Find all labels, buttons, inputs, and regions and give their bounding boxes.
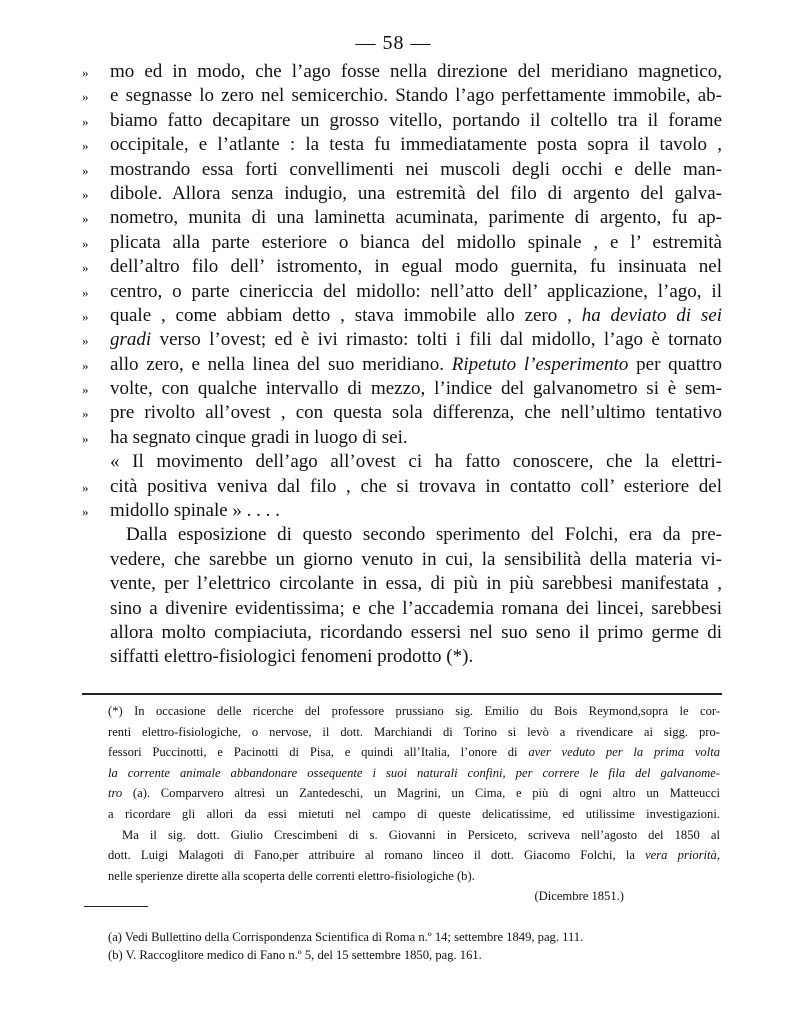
quote-mark: »: [82, 89, 89, 105]
reference-item: (b) V. Raccoglitore medico di Fano n.º 5, del 15 settembre 1850, pag. 161.: [108, 948, 482, 962]
line-text: fessori Puccinotti, e Pacinotti di Pisa, e quindi all’Italia, l’onore di: [108, 745, 529, 760]
line-text: vedere, che sarebbe un giorno venuto in cui, la sensibilità della materia vi-: [110, 548, 722, 570]
italic-text: vera priorità,: [645, 848, 720, 863]
text-line: [82, 84, 722, 108]
text-line: [82, 206, 722, 230]
line-text: (a). Comparvero altresì un Zantedeschi, un Magrini, un Cima, e più di ogni altro un Matteucci: [122, 786, 720, 801]
text-line: [82, 597, 722, 621]
footnote-line: [108, 742, 720, 763]
text-line: [82, 645, 722, 669]
opening-quote: «: [110, 451, 120, 473]
quote-mark: »: [82, 211, 89, 227]
italic-text: tro: [108, 786, 123, 801]
footnote-line: [108, 701, 720, 722]
italic-text: aver veduto per la prima volta: [528, 745, 721, 760]
line-text: nometro, munita di una laminetta acuminata, parimente di argento, fu ap-: [110, 207, 722, 229]
text-line: [82, 231, 722, 255]
line-text: Dalla esposizione di questo secondo sperimento del Folchi, era da pre-: [126, 524, 722, 546]
line-text: Ma il sig. dott. Giulio Crescimbeni di s. Giovanni in Persiceto, scriveva nell’agosto del 1850 al: [122, 827, 720, 842]
line-text: e segnasse lo zero nel semicerchio. Stando l’ago perfettamente immobile, ab-: [110, 85, 722, 107]
line-text: (*) In occasione delle ricerche del professore prussiano sig. Emilio du Bois Reymond,sopra le cor-: [108, 704, 720, 718]
line-text: allo zero, e nella linea del suo meridiano.: [110, 353, 452, 375]
line-text: dibole. Allora senza indugio, una estremità del filo di argento del galva-: [110, 182, 722, 204]
footnote-line: [108, 866, 720, 887]
line-text: sino a divenire evidentissima; e che l’accademia romana dei lincei, sarebbesi: [110, 597, 722, 619]
italic-text: ha deviato di sei: [581, 304, 722, 326]
quote-mark: »: [82, 235, 89, 251]
quote-mark: »: [82, 162, 89, 178]
quote-mark: »: [82, 284, 89, 300]
italic-text: gradi: [110, 329, 152, 351]
line-text: Il movimento dell’ago all’ovest ci ha fatto conoscere, che la elettri-: [119, 451, 722, 473]
page-number: — 58 —: [355, 32, 432, 54]
line-text: quale , come abbiam detto , stava immobile allo zero ,: [110, 304, 582, 326]
text-line: [82, 401, 722, 425]
quote-mark: »: [82, 308, 89, 324]
footnote: [108, 701, 720, 907]
text-line: [82, 548, 722, 572]
footnote-line: [108, 804, 720, 825]
line-text: biamo fatto decapitare un grosso vitello, portando il coltello tra il forame: [110, 109, 722, 131]
text-line: [82, 182, 722, 206]
footnote-date: [108, 886, 720, 907]
line-text: mo ed in modo, che l’ago fosse nella direzione del meridiano magnetico,: [110, 61, 722, 82]
text-line: [82, 377, 722, 401]
quote-mark: »: [82, 65, 89, 80]
text-line: [82, 426, 722, 450]
text-line: [82, 60, 722, 84]
line-text: nelle sperienze dirette alla scoperta delle correnti elettro-fisiologiche (b).: [108, 868, 475, 883]
text-line: [82, 499, 722, 523]
references: [108, 928, 720, 964]
footnote-line: [108, 825, 720, 846]
footnote-line: [108, 722, 720, 743]
reference-separator: [84, 906, 148, 907]
line-text: cità positiva veniva dal filo , che si trovava in contatto coll’ esteriore del: [110, 475, 722, 497]
line-text: dott. Luigi Malagoti di Fano,per attribuire al romano linceo il dott. Giacomo Folchi, la: [108, 848, 646, 863]
quote-mark: »: [82, 333, 89, 349]
text-line: [82, 133, 722, 157]
text-line: [82, 450, 722, 474]
quote-mark: »: [82, 382, 89, 398]
line-text: plicata alla parte esteriore o bianca del midollo spinale , e l’ estremità: [110, 231, 722, 253]
footnote-line: [108, 783, 720, 804]
line-text: verso l’ovest; ed è ivi rimasto: tolti i fili dal midollo, l’ago è tornato: [151, 329, 722, 351]
line-text: allora molto compiaciuta, ricordando essersi nel suo seno il primo germe di: [110, 621, 722, 643]
line-text: volte, con qualche intervallo di mezzo, l’indice del galvanometro si è sem-: [110, 378, 722, 400]
line-text: vente, per l’elettrico circolante in essa, di più in più sarebbesi manifestata ,: [110, 573, 722, 595]
text-line: [82, 475, 722, 499]
line-text: (Dicembre 1851.): [534, 889, 624, 904]
footnote-rule: [82, 693, 722, 695]
footnote-line: [108, 763, 720, 784]
quote-mark: »: [82, 479, 89, 495]
line-text: centro, o parte cinericcia del midollo: nell’atto dell’ applicazione, l’ago, il: [110, 280, 722, 302]
text-line: [82, 109, 722, 133]
quote-mark: »: [82, 260, 89, 276]
italic-text: Ripetuto l’esperimento: [451, 353, 629, 375]
quote-mark: »: [82, 430, 89, 446]
footnote-line: [108, 845, 720, 866]
italic-text: la corrente animale abbandonare ossequente i suoi naturali confini, per correre le fila del galvanome-: [108, 765, 720, 780]
text-line: [82, 621, 722, 645]
reference-item: (a) Vedi Bullettino della Corrispondenza Scientifica di Roma n.º 14; settembre 1849, pag. 111.: [108, 930, 584, 944]
quote-mark: »: [82, 504, 89, 520]
line-text: ha segnato cinque gradi in luogo di sei.: [110, 426, 408, 448]
text-line: [82, 255, 722, 279]
main-text: [82, 60, 722, 670]
line-text: mostrando essa forti convellimenti nei muscoli degli occhi e delle man-: [110, 158, 722, 180]
text-line: [82, 523, 722, 547]
line-text: midollo spinale » . . . .: [110, 500, 280, 522]
quote-mark: »: [82, 113, 89, 129]
line-text: a ricordare gli allori da essi mietuti nel campo di queste delicatissime, ed utilissime investigazioni.: [108, 806, 720, 821]
text-line: [82, 280, 722, 304]
line-text: dell’altro filo dell’ istromento, in egual modo guernita, fu insinuata nel: [110, 256, 722, 278]
line-text: occipitale, e l’atlante : la testa fu immediatamente posta sopra il tavolo ,: [110, 134, 722, 156]
line-text: per quattro: [628, 353, 722, 375]
text-line: [82, 572, 722, 596]
quote-mark: »: [82, 186, 89, 202]
line-text: pre rivolto all’ovest , con questa sola differenza, che nell’ultimo tentativo: [110, 402, 722, 424]
line-text: siffatti elettro-fisiologici fenomeni prodotto (*).: [110, 646, 474, 668]
quote-mark: »: [82, 138, 89, 154]
line-text: renti elettro-fisiologiche, o nervose, il dott. Marchiandi di Torino si levò a rivendicare ai sigg. pro-: [108, 724, 720, 739]
text-line: [82, 304, 722, 328]
text-line: [82, 158, 722, 182]
quote-mark: »: [82, 406, 89, 422]
quote-mark: »: [82, 357, 89, 373]
text-line: [82, 353, 722, 377]
text-line: [82, 328, 722, 352]
